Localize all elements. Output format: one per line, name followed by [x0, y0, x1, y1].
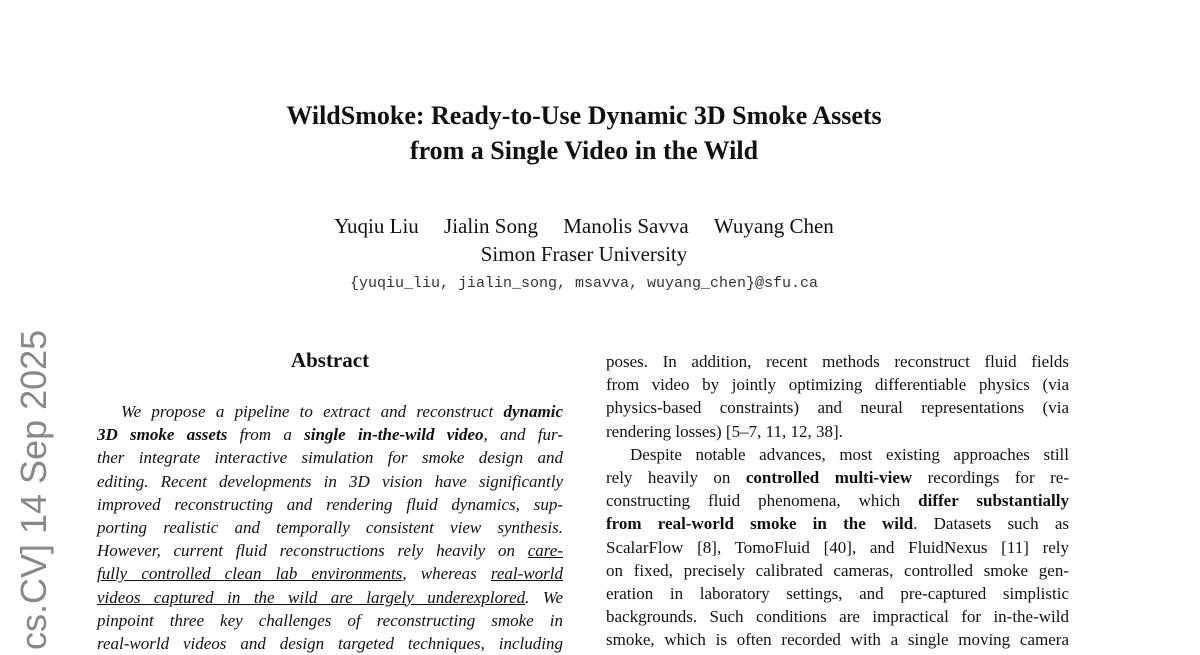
body-line: poses. In addition, recent methods reconstruct fluid fields: [606, 352, 1069, 371]
body-line: smoke, which is often recorded with a single moving camera: [606, 630, 1069, 650]
bold-span: from real-world smoke in the wild: [606, 514, 914, 534]
author-name: Manolis Savva: [563, 214, 689, 238]
abstract-line: pinpoint three key challenges of reconstructing smoke in: [97, 610, 563, 630]
abstract-line: ther integrate interactive simulation for smoke design and: [97, 448, 563, 468]
abstract-heading: Abstract: [290, 348, 370, 372]
abstract-section: [97, 346, 563, 655]
body-line: physics-based constraints) and neural representations (via: [606, 398, 1069, 418]
abstract-line: editing. Recent developments in 3D vision have significantly: [97, 471, 563, 491]
paper-title-line-1: WildSmoke: Ready-to-Use Dynamic 3D Smoke Assets: [286, 101, 882, 130]
author-name: Wuyang Chen: [713, 214, 834, 238]
underlined-span: fully controlled clean lab environments: [97, 564, 403, 584]
paper-title-line-2: from a Single Video in the Wild: [409, 136, 759, 165]
introduction-column: [606, 350, 1069, 652]
underlined-span: videos captured in the wild are largely underexplored: [97, 587, 526, 607]
text-span: . Datasets such as: [913, 514, 1069, 534]
text-span: However, current fluid reconstructions rely heavily on: [97, 541, 528, 561]
text-span: , whereas: [402, 564, 491, 584]
author-emails: {yuqiu_liu, jialin_song, msavva, wuyang_chen}@sfu.ca: [349, 275, 819, 292]
body-line: eration in laboratory settings, and pre-captured simplistic: [606, 584, 1069, 604]
text-span: , and fur-: [483, 425, 563, 445]
abstract-line: [97, 562, 563, 585]
bold-span: differ substantially: [918, 491, 1069, 511]
author-name: Jialin Song: [444, 214, 538, 238]
body-line: rendering losses) [5–7, 11, 12, 38].: [606, 421, 843, 441]
author-name: Yuqiu Liu: [334, 214, 419, 238]
body-line: from video by jointly optimizing differentiable physics (via: [606, 375, 1069, 395]
abstract-line: porting realistic and temporally consistent view synthesis.: [97, 518, 563, 538]
affiliation: Simon Fraser University: [480, 242, 688, 266]
text-span: recordings for re-: [912, 468, 1069, 488]
text-span: We propose a pipeline to extract and reconstruct: [121, 402, 504, 421]
body-line: backgrounds. Such conditions are impractical for in-the-wild: [606, 607, 1069, 627]
abstract-line: improved reconstructing and rendering fluid dynamics, sup-: [97, 494, 563, 514]
abstract-line: real-world videos and design targeted techniques, including: [97, 634, 563, 654]
text-span: . We: [525, 587, 563, 607]
bold-span: single in-the-wild video: [304, 425, 484, 445]
body-line: on fixed, precisely calibrated cameras, controlled smoke gen-: [606, 560, 1069, 580]
body-line: Despite notable advances, most existing approaches still: [630, 444, 1069, 464]
underlined-span: real-world: [490, 564, 563, 584]
bold-span: controlled multi-view: [745, 468, 913, 488]
text-span: rely heavily on: [606, 468, 746, 488]
text-span: from a: [227, 425, 305, 445]
body-line: [606, 466, 1069, 489]
arxiv-stamp: cs.CV] 14 Sep 2025: [13, 329, 54, 650]
author-list: [0, 212, 1168, 240]
paper-title: [0, 98, 1168, 168]
bold-span: 3D smoke assets: [97, 425, 228, 445]
abstract-line: [97, 400, 563, 423]
text-span: constructing fluid phenomena, which: [606, 491, 919, 511]
body-line: ScalarFlow [8], TomoFluid [40], and FluidNexus [11] rely: [606, 537, 1069, 557]
abstract-line: [97, 423, 563, 446]
abstract-line: [97, 586, 563, 609]
bold-span: dynamic: [503, 402, 563, 421]
abstract-body: [97, 400, 563, 655]
abstract-line: [97, 539, 563, 562]
body-line: [606, 512, 1069, 535]
body-line: [606, 489, 1069, 512]
underlined-span: care-: [527, 541, 563, 561]
